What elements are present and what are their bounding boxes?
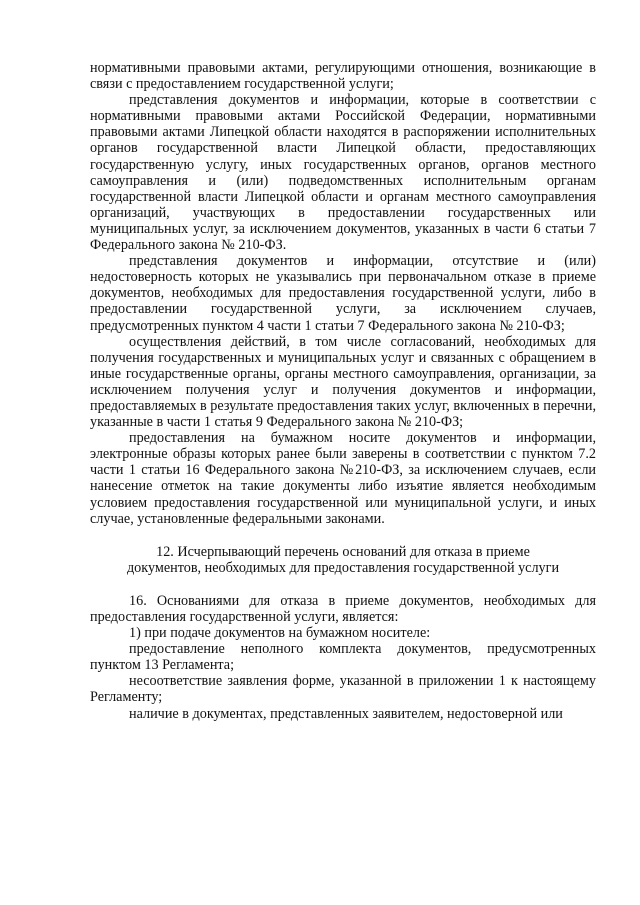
paragraph-approvals: осуществления действий, в том числе согласований, необходимых для получения государственных и муниципальных услуг и связанных с обращением в иные государственные органы, органы местного самоуправления, организации, за исключением получения услуг и получения документов и информации, предоставляемых в результате предоставления таких услуг, включенных в перечни, указанные в части 1 статья 9 Федерального закона № 210-ФЗ; [90,333,596,431]
paragraph-grounds-intro: 16. Основаниями для отказа в приеме документов, необходимых для предоставления государственной услуги, является: [90,592,596,625]
document-page [90,60,596,722]
paragraph-form-mismatch: несоответствие заявления форме, указанной в приложении 1 к настоящему Регламенту; [90,673,596,706]
paragraph-unreliable-info: наличие в документах, представленных заявителем, недостоверной или [129,705,563,722]
paragraph-paper-copies: предоставления на бумажном носите документов и информации, электронные образы которых ранее были заверены в соответствии с пунктом 7.2 части 1 статьи 16 Федерального закона №210-ФЗ, за исключением случаев, если нанесение отметок на такие документы либо изъятие является необходимым условием предоставления государственной или муниципальной услуги, и иных случае, установленные федеральными законами. [90,430,596,527]
paragraph-continuation: нормативными правовыми актами, регулирующими отношения, возникающие в связи с предоставлением государственной услуги; [90,60,596,93]
section-heading: 12. Исчерпывающий перечень оснований для отказа в приеме документов, необходимых для предоставления государственной услуги [126,543,560,576]
paragraph-undisclosed-defects: представления документов и информации, отсутствие и (или) недостоверность которых не указывались при первоначальном отказе в приеме документов, необходимых для предоставления государственной услуги, либо в предоставлении государственной услуги, за исключением случаев, предусмотренных пунктом 4 части 1 статьи 7 Федерального закона № 210-ФЗ; [90,253,596,334]
paragraph-documents-in-possession: представления документов и информации, которые в соответствии с нормативными правовыми актами Российской Федерации, нормативными правовыми актами Липецкой области находятся в распоряжении исполнительных органов государственной власти Липецкой области, предоставляющих государственную услугу, иных государственных органов, органов местного самоуправления и (или) подведомственных исполнительным органам государственной власти Липецкой области и органам местного самоуправления организаций, участвующих в предоставлении государственных или муниципальных услуг, за исключением документов, указанных в части 6 статьи 7 Федерального закона № 210-ФЗ. [90,92,596,254]
paragraph-paper-submission: 1) при подаче документов на бумажном носителе: [129,625,431,642]
paragraph-incomplete-set: предоставление неполного комплекта документов, предусмотренных пунктом 13 Регламента; [90,641,596,674]
